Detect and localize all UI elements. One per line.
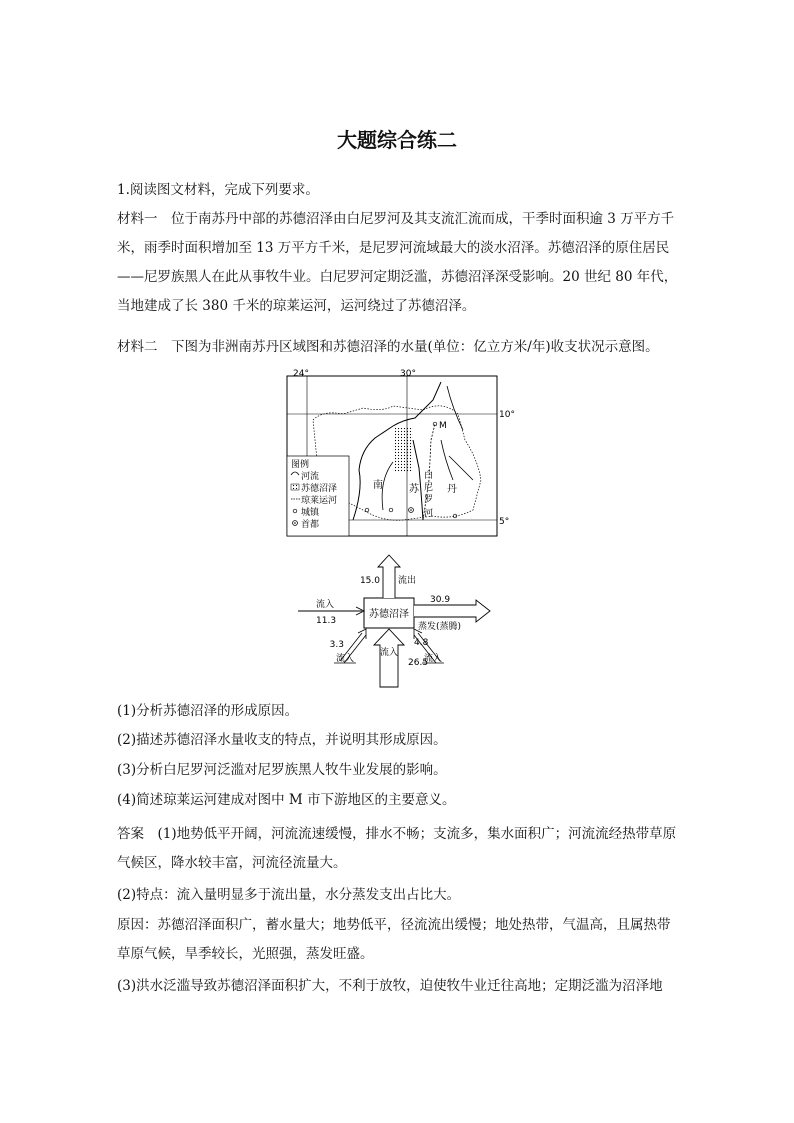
place-label: 尼 bbox=[424, 483, 434, 493]
question-4: (4)简述琼莱运河建成对图中 M 市下游地区的主要意义。 bbox=[117, 792, 456, 808]
left-in-label: 流入 bbox=[316, 600, 335, 610]
question-3: (3)分析白尼罗河泛滥对尼罗族黑人牧牛业发展的影响。 bbox=[117, 762, 447, 778]
place-label: 罗 bbox=[424, 495, 434, 505]
out-label: 流出 bbox=[398, 576, 417, 586]
in-ll-value: 3.3 bbox=[329, 640, 344, 650]
legend-item: 首都 bbox=[301, 520, 320, 530]
question-2: (2)描述苏德沼泽水量收支的特点，并说明其形成原因。 bbox=[117, 732, 447, 748]
legend-item: 琼莱运河 bbox=[301, 496, 338, 506]
evap-value: 30.9 bbox=[430, 595, 451, 605]
legend-item: 苏德沼泽 bbox=[301, 484, 338, 494]
place-label-m: M bbox=[439, 421, 447, 431]
answer-2: (2)特点：流入量明显多于流出量，水分蒸发支出占比大。 bbox=[117, 887, 461, 903]
in-ll-label: 流入 bbox=[336, 654, 355, 664]
in-bottom-label: 流入 bbox=[379, 648, 399, 658]
place-label: 南 bbox=[373, 480, 383, 491]
question-intro: 1.阅读图文材料，完成下列要求。 bbox=[117, 182, 319, 198]
place-label: 丹 bbox=[447, 484, 457, 495]
question-1: (1)分析苏德沼泽的形成原因。 bbox=[117, 703, 299, 719]
lon-label: 30° bbox=[400, 369, 416, 379]
in-lr-value: 4.8 bbox=[414, 638, 429, 648]
legend-item: 河流 bbox=[301, 472, 320, 482]
lat-label: 5° bbox=[499, 517, 510, 527]
lat-label: 10° bbox=[499, 410, 515, 420]
material-two: 材料二 下图为非洲南苏丹区域图和苏德沼泽的水量(单位：亿立方米/年)收支状况示意图。 bbox=[117, 339, 659, 355]
lon-label: 24° bbox=[293, 369, 309, 379]
south-sudan-map bbox=[283, 370, 513, 540]
answer-1: 答案 (1)地势低平开阔，河流流速缓慢，排水不畅；支流多，集水面积广；河流流经热带草原气候区，降水较丰富，河流径流量大。 bbox=[117, 826, 677, 871]
place-label: 苏 bbox=[409, 484, 419, 495]
water-budget-diagram bbox=[290, 553, 500, 693]
out-value: 15.0 bbox=[359, 576, 380, 586]
place-label: 河 bbox=[424, 509, 434, 519]
answer-3: (3)洪水泛滥导致苏德沼泽面积扩大，不利于放牧，迫使牧牛业迁往高地；定期泛滥为沼泽地 bbox=[117, 978, 663, 994]
flow-center-label: 苏德沼泽 bbox=[369, 609, 409, 620]
page-title: 大题综合练二 bbox=[337, 128, 457, 152]
left-in-value: 11.3 bbox=[316, 616, 337, 626]
legend-item: 城镇 bbox=[301, 508, 320, 518]
evap-label: 蒸发(蒸腾) bbox=[418, 622, 462, 632]
legend-title: 图例 bbox=[291, 460, 310, 470]
material-one: 材料一 位于南苏丹中部的苏德沼泽由白尼罗河及其支流汇流而成，干季时面积逾 3 万平方千米，雨季时面积增加至 13 万平方千米，是尼罗河流域最大的淡水沼泽。苏德沼泽的原住居民——尼罗族黑人在此从事牧牛业。白尼罗河定期泛滥，苏德沼泽深受影响。20 世纪 80 年代，当地建成了长 380 千米的琼莱运河，运河绕过了苏德沼泽。 bbox=[117, 211, 678, 314]
answer-2-reason: 原因：苏德沼泽面积广，蓄水量大；地势低平，径流流出缓慢；地处热带，气温高，且属热带草原气候，旱季较长，光照强，蒸发旺盛。 bbox=[117, 917, 671, 962]
place-label: 白 bbox=[424, 471, 434, 481]
in-bottom-value: 26.5 bbox=[408, 658, 429, 668]
in-lr-label: 流入 bbox=[424, 654, 443, 664]
